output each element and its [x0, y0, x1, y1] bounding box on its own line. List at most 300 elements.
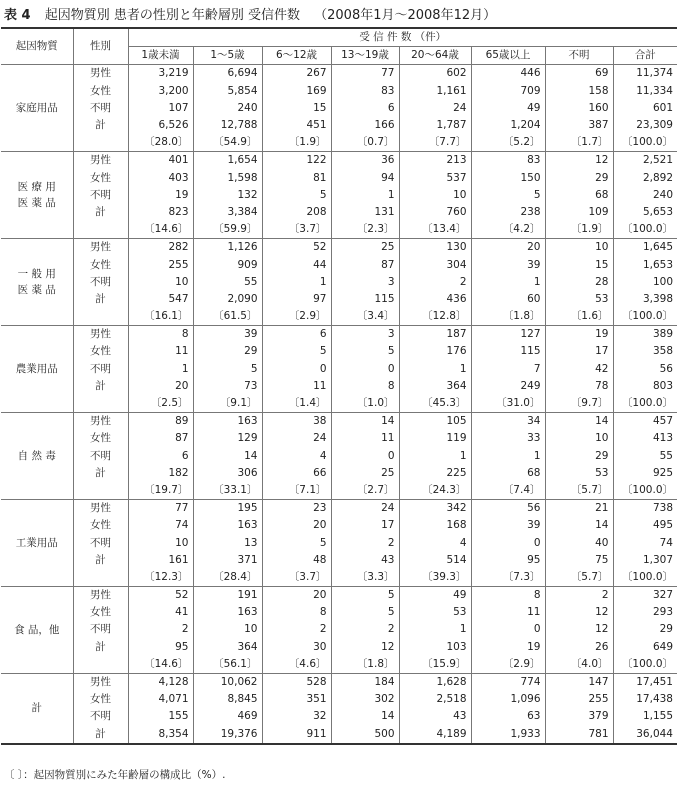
table-row	[1, 65, 677, 83]
cell-value: 436	[399, 291, 471, 308]
ratio-value: 〔7.4〕	[471, 482, 545, 500]
cell-value: 28	[545, 274, 613, 291]
table-row	[1, 117, 677, 134]
table-row	[1, 639, 677, 656]
cell-value: 1	[471, 274, 545, 291]
cell-value: 163	[193, 413, 262, 431]
cell-value: 2	[181, 623, 189, 636]
cell-value: 909	[193, 256, 262, 273]
cell-value: 49	[399, 587, 471, 605]
cell-value: 1,307	[613, 552, 677, 569]
cell-value: 36,044	[613, 726, 677, 744]
ratio-row	[1, 482, 677, 500]
cell-value: 457	[613, 413, 677, 431]
cell-value: 342	[399, 500, 471, 518]
sex-label: 男性	[73, 413, 128, 431]
ratio-value: 〔15.9〕	[399, 656, 471, 674]
cell-value: 87	[175, 432, 189, 445]
table-row	[1, 604, 677, 621]
cell-value: 925	[613, 465, 677, 482]
group-name: 一 般 用 医 薬 品	[1, 239, 73, 326]
ratio-value: 〔14.6〕	[128, 221, 193, 239]
cell-value: 5	[331, 343, 399, 360]
table-row	[1, 673, 677, 691]
ratio-value: 〔1.0〕	[331, 395, 399, 413]
cell-value: 2	[331, 534, 399, 551]
ratio-value: 〔3.7〕	[262, 221, 331, 239]
cell-value: 53	[545, 291, 613, 308]
table-row	[1, 534, 677, 551]
ratio-value: 〔14.6〕	[128, 656, 193, 674]
cell-value: 379	[545, 708, 613, 725]
sex-label: 男性	[73, 152, 128, 170]
group-name: 食 品，他	[1, 587, 73, 674]
cell-value: 52	[175, 589, 189, 602]
cell-value: 208	[262, 204, 331, 221]
sex-label: 不明	[73, 274, 128, 291]
table-row	[1, 726, 677, 744]
cell-value: 75	[545, 552, 613, 569]
table-title	[4, 4, 496, 23]
cell-value: 8	[331, 378, 399, 395]
cell-value: 109	[545, 204, 613, 221]
sex-label: 女性	[73, 256, 128, 273]
sex-label: 不明	[73, 621, 128, 638]
ratio-value: 〔4.0〕	[545, 656, 613, 674]
cell-value: 33	[471, 430, 545, 447]
cell-value: 131	[331, 204, 399, 221]
cell-value: 451	[262, 117, 331, 134]
group-name: 自 然 毒	[1, 413, 73, 500]
sex-label: 計	[73, 378, 128, 395]
cell-value: 10	[175, 536, 189, 549]
ratio-value: 〔45.3〕	[399, 395, 471, 413]
cell-value: 306	[193, 465, 262, 482]
sex-label: 男性	[73, 326, 128, 344]
cell-value: 81	[262, 170, 331, 187]
cell-value: 4	[399, 534, 471, 551]
cell-value: 649	[613, 639, 677, 656]
cell-value: 3,398	[613, 291, 677, 308]
header-age: 13～19歳	[331, 47, 399, 65]
table-row	[1, 691, 677, 708]
cell-value: 8	[181, 328, 189, 341]
ratio-value: 〔1.8〕	[471, 308, 545, 326]
cell-value: 238	[471, 204, 545, 221]
cell-value: 4,128	[158, 676, 189, 689]
cell-value: 1,161	[399, 83, 471, 100]
cell-value: 17	[545, 343, 613, 360]
cell-value: 738	[613, 500, 677, 518]
group-name: 計	[1, 673, 73, 743]
data-table	[1, 27, 677, 745]
table-row	[1, 239, 677, 257]
header-substance: 起因物質	[1, 28, 73, 65]
ratio-value: 〔2.9〕	[262, 308, 331, 326]
cell-value: 500	[331, 726, 399, 744]
cell-value: 83	[331, 83, 399, 100]
table-row	[1, 326, 677, 344]
cell-value: 240	[193, 100, 262, 117]
ratio-value: 〔5.7〕	[545, 482, 613, 500]
cell-value: 0	[471, 534, 545, 551]
cell-value: 166	[331, 117, 399, 134]
cell-value: 2,518	[399, 691, 471, 708]
cell-value: 158	[545, 83, 613, 100]
sex-label	[73, 221, 128, 239]
cell-value: 387	[545, 117, 613, 134]
cell-value: 255	[168, 258, 189, 271]
cell-value: 129	[193, 430, 262, 447]
table-row	[1, 378, 677, 395]
cell-value: 19,376	[193, 726, 262, 744]
cell-value: 11,374	[613, 65, 677, 83]
ratio-value: 〔9.7〕	[545, 395, 613, 413]
cell-value: 327	[613, 587, 677, 605]
sex-label: 計	[73, 117, 128, 134]
cell-value: 150	[471, 170, 545, 187]
cell-value: 43	[331, 552, 399, 569]
ratio-value: 〔12.3〕	[128, 569, 193, 587]
cell-value: 528	[262, 673, 331, 691]
cell-value: 89	[175, 415, 189, 428]
cell-value: 3,200	[158, 84, 189, 97]
cell-value: 2	[262, 621, 331, 638]
cell-value: 17	[331, 517, 399, 534]
cell-value: 3	[331, 274, 399, 291]
header-age: 1歳未満	[128, 47, 193, 65]
cell-value: 5	[331, 587, 399, 605]
ratio-value: 〔31.0〕	[471, 395, 545, 413]
cell-value: 1,126	[193, 239, 262, 257]
cell-value: 23	[262, 500, 331, 518]
ratio-value: 〔100.0〕	[613, 308, 677, 326]
cell-value: 358	[613, 343, 677, 360]
cell-value: 44	[262, 256, 331, 273]
ratio-value: 〔7.1〕	[262, 482, 331, 500]
cell-value: 105	[399, 413, 471, 431]
ratio-value: 〔2.7〕	[331, 482, 399, 500]
cell-value: 1,096	[471, 691, 545, 708]
ratio-row	[1, 221, 677, 239]
cell-value: 39	[193, 326, 262, 344]
table-row	[1, 587, 677, 605]
ratio-row	[1, 395, 677, 413]
cell-value: 5	[262, 187, 331, 204]
table-row	[1, 448, 677, 465]
ratio-value: 〔100.0〕	[613, 569, 677, 587]
cell-value: 1	[399, 448, 471, 465]
sex-label	[73, 134, 128, 152]
cell-value: 3,384	[193, 204, 262, 221]
cell-value: 14	[545, 517, 613, 534]
ratio-value: 〔100.0〕	[613, 395, 677, 413]
cell-value: 413	[613, 430, 677, 447]
cell-value: 1,155	[613, 708, 677, 725]
ratio-value: 〔3.3〕	[331, 569, 399, 587]
cell-value: 302	[331, 691, 399, 708]
cell-value: 43	[399, 708, 471, 725]
cell-value: 95	[471, 552, 545, 569]
sex-label: 男性	[73, 239, 128, 257]
ratio-value: 〔100.0〕	[613, 656, 677, 674]
cell-value: 371	[193, 552, 262, 569]
table-label: 表 4	[4, 8, 31, 23]
cell-value: 78	[545, 378, 613, 395]
ratio-value: 〔1.7〕	[545, 134, 613, 152]
sex-label: 女性	[73, 691, 128, 708]
cell-value: 29	[545, 170, 613, 187]
cell-value: 781	[545, 726, 613, 744]
cell-value: 127	[471, 326, 545, 344]
cell-value: 10	[545, 430, 613, 447]
ratio-value: 〔5.7〕	[545, 569, 613, 587]
cell-value: 40	[545, 534, 613, 551]
cell-value: 803	[613, 378, 677, 395]
cell-value: 8,354	[128, 726, 193, 744]
ratio-value: 〔54.9〕	[193, 134, 262, 152]
cell-value: 1,933	[471, 726, 545, 744]
cell-value: 19	[471, 639, 545, 656]
cell-value: 364	[193, 639, 262, 656]
cell-value: 1	[262, 274, 331, 291]
cell-value: 115	[471, 343, 545, 360]
table-row	[1, 187, 677, 204]
cell-value: 24	[399, 100, 471, 117]
sex-label: 計	[73, 465, 128, 482]
ratio-value: 〔39.3〕	[399, 569, 471, 587]
cell-value: 83	[471, 152, 545, 170]
cell-value: 0	[331, 361, 399, 378]
ratio-value: 〔1.8〕	[331, 656, 399, 674]
sex-label: 計	[73, 552, 128, 569]
ratio-value: 〔61.5〕	[193, 308, 262, 326]
ratio-value: 〔12.8〕	[399, 308, 471, 326]
cell-value: 160	[545, 100, 613, 117]
sex-label: 不明	[73, 448, 128, 465]
cell-value: 12	[331, 639, 399, 656]
cell-value: 19	[545, 326, 613, 344]
table-row	[1, 170, 677, 187]
cell-value: 2	[545, 587, 613, 605]
sex-label: 女性	[73, 517, 128, 534]
cell-value: 29	[193, 343, 262, 360]
cell-value: 213	[399, 152, 471, 170]
cell-value: 182	[168, 466, 189, 479]
cell-value: 249	[471, 378, 545, 395]
ratio-value: 〔1.6〕	[545, 308, 613, 326]
ratio-value: 〔1.4〕	[262, 395, 331, 413]
cell-value: 5	[193, 361, 262, 378]
cell-value: 10	[175, 275, 189, 288]
sex-label: 不明	[73, 187, 128, 204]
cell-value: 63	[471, 708, 545, 725]
cell-value: 107	[168, 101, 189, 114]
ratio-value: 〔28.0〕	[128, 134, 193, 152]
ratio-value: 〔28.4〕	[193, 569, 262, 587]
cell-value: 11,334	[613, 83, 677, 100]
cell-value: 0	[471, 621, 545, 638]
cell-value: 12	[545, 152, 613, 170]
cell-value: 760	[399, 204, 471, 221]
header-age: 不明	[545, 47, 613, 65]
group-name: 家庭用品	[1, 65, 73, 152]
cell-value: 14	[193, 448, 262, 465]
cell-value: 1	[331, 187, 399, 204]
cell-value: 709	[471, 83, 545, 100]
cell-value: 11	[331, 430, 399, 447]
cell-value: 68	[471, 465, 545, 482]
cell-value: 2,892	[613, 170, 677, 187]
header-sex: 性別	[73, 28, 128, 65]
ratio-value: 〔5.2〕	[471, 134, 545, 152]
cell-value: 115	[331, 291, 399, 308]
cell-value: 29	[545, 448, 613, 465]
cell-value: 1,628	[399, 673, 471, 691]
cell-value: 304	[399, 256, 471, 273]
cell-value: 1	[181, 362, 189, 375]
sex-label: 計	[73, 726, 128, 744]
cell-value: 74	[175, 519, 189, 532]
cell-value: 15	[262, 100, 331, 117]
cell-value: 119	[399, 430, 471, 447]
ratio-value: 〔56.1〕	[193, 656, 262, 674]
cell-value: 1,787	[399, 117, 471, 134]
ratio-value: 〔100.0〕	[613, 134, 677, 152]
table-row	[1, 500, 677, 518]
cell-value: 1	[399, 361, 471, 378]
sex-label: 不明	[73, 708, 128, 725]
cell-value: 73	[193, 378, 262, 395]
ratio-value: 〔24.3〕	[399, 482, 471, 500]
cell-value: 169	[262, 83, 331, 100]
cell-value: 26	[545, 639, 613, 656]
ratio-row	[1, 308, 677, 326]
header-age: 65歳以上	[471, 47, 545, 65]
cell-value: 1,653	[613, 256, 677, 273]
sex-label	[73, 308, 128, 326]
cell-value: 1	[471, 448, 545, 465]
cell-value: 11	[262, 378, 331, 395]
table-period: （2008年1月～2008年12月）	[314, 8, 497, 23]
cell-value: 95	[175, 640, 189, 653]
table-row	[1, 343, 677, 360]
cell-value: 6,526	[158, 119, 189, 132]
table-row	[1, 291, 677, 308]
cell-value: 401	[168, 154, 189, 167]
cell-value: 7	[471, 361, 545, 378]
table-title-text: 起因物質別 患者の性別と年齢層別 受信件数	[44, 8, 300, 23]
cell-value: 403	[168, 171, 189, 184]
ratio-value: 〔100.0〕	[613, 482, 677, 500]
cell-value: 17,438	[613, 691, 677, 708]
table-row	[1, 465, 677, 482]
ratio-value: 〔3.4〕	[331, 308, 399, 326]
cell-value: 68	[545, 187, 613, 204]
ratio-value: 〔100.0〕	[613, 221, 677, 239]
cell-value: 10,062	[193, 673, 262, 691]
cell-value: 351	[262, 691, 331, 708]
cell-value: 32	[262, 708, 331, 725]
table-row	[1, 274, 677, 291]
cell-value: 1,645	[613, 239, 677, 257]
cell-value: 446	[471, 65, 545, 83]
cell-value: 55	[193, 274, 262, 291]
sex-label: 男性	[73, 673, 128, 691]
cell-value: 1,598	[193, 170, 262, 187]
header-age: 1～5歳	[193, 47, 262, 65]
cell-value: 5	[471, 187, 545, 204]
cell-value: 0	[262, 361, 331, 378]
group-name: 医 療 用 医 薬 品	[1, 152, 73, 239]
cell-value: 30	[262, 639, 331, 656]
cell-value: 52	[262, 239, 331, 257]
table-row	[1, 430, 677, 447]
cell-value: 49	[471, 100, 545, 117]
cell-value: 6	[262, 326, 331, 344]
table-row	[1, 152, 677, 170]
cell-value: 100	[613, 274, 677, 291]
cell-value: 20	[262, 587, 331, 605]
cell-value: 21	[545, 500, 613, 518]
cell-value: 69	[545, 65, 613, 83]
cell-value: 13	[193, 534, 262, 551]
header-age: 20～64歳	[399, 47, 471, 65]
cell-value: 38	[262, 413, 331, 431]
cell-value: 11	[175, 345, 189, 358]
sex-label: 女性	[73, 604, 128, 621]
sex-label: 計	[73, 204, 128, 221]
cell-value: 240	[613, 187, 677, 204]
cell-value: 3	[331, 326, 399, 344]
cell-value: 74	[613, 534, 677, 551]
ratio-value: 〔9.1〕	[193, 395, 262, 413]
cell-value: 1,204	[471, 117, 545, 134]
sex-label	[73, 656, 128, 674]
ratio-row	[1, 134, 677, 152]
cell-value: 187	[399, 326, 471, 344]
cell-value: 155	[168, 710, 189, 723]
cell-value: 94	[331, 170, 399, 187]
cell-value: 48	[262, 552, 331, 569]
cell-value: 5	[331, 604, 399, 621]
sex-label: 不明	[73, 100, 128, 117]
cell-value: 24	[262, 430, 331, 447]
header-age: 6～12歳	[262, 47, 331, 65]
table-row	[1, 204, 677, 221]
cell-value: 547	[168, 292, 189, 305]
cell-value: 42	[545, 361, 613, 378]
ratio-value: 〔1.9〕	[545, 221, 613, 239]
cell-value: 14	[331, 413, 399, 431]
cell-value: 255	[545, 691, 613, 708]
cell-value: 389	[613, 326, 677, 344]
ratio-value: 〔7.7〕	[399, 134, 471, 152]
sex-label	[73, 395, 128, 413]
sex-label	[73, 482, 128, 500]
cell-value: 39	[471, 256, 545, 273]
cell-value: 168	[399, 517, 471, 534]
cell-value: 6,694	[193, 65, 262, 83]
cell-value: 41	[175, 606, 189, 619]
cell-value: 10	[193, 621, 262, 638]
table-body	[1, 65, 677, 744]
cell-value: 87	[331, 256, 399, 273]
cell-value: 12	[545, 621, 613, 638]
cell-value: 774	[471, 673, 545, 691]
header-age: 合計	[613, 47, 677, 65]
sex-label: 不明	[73, 534, 128, 551]
